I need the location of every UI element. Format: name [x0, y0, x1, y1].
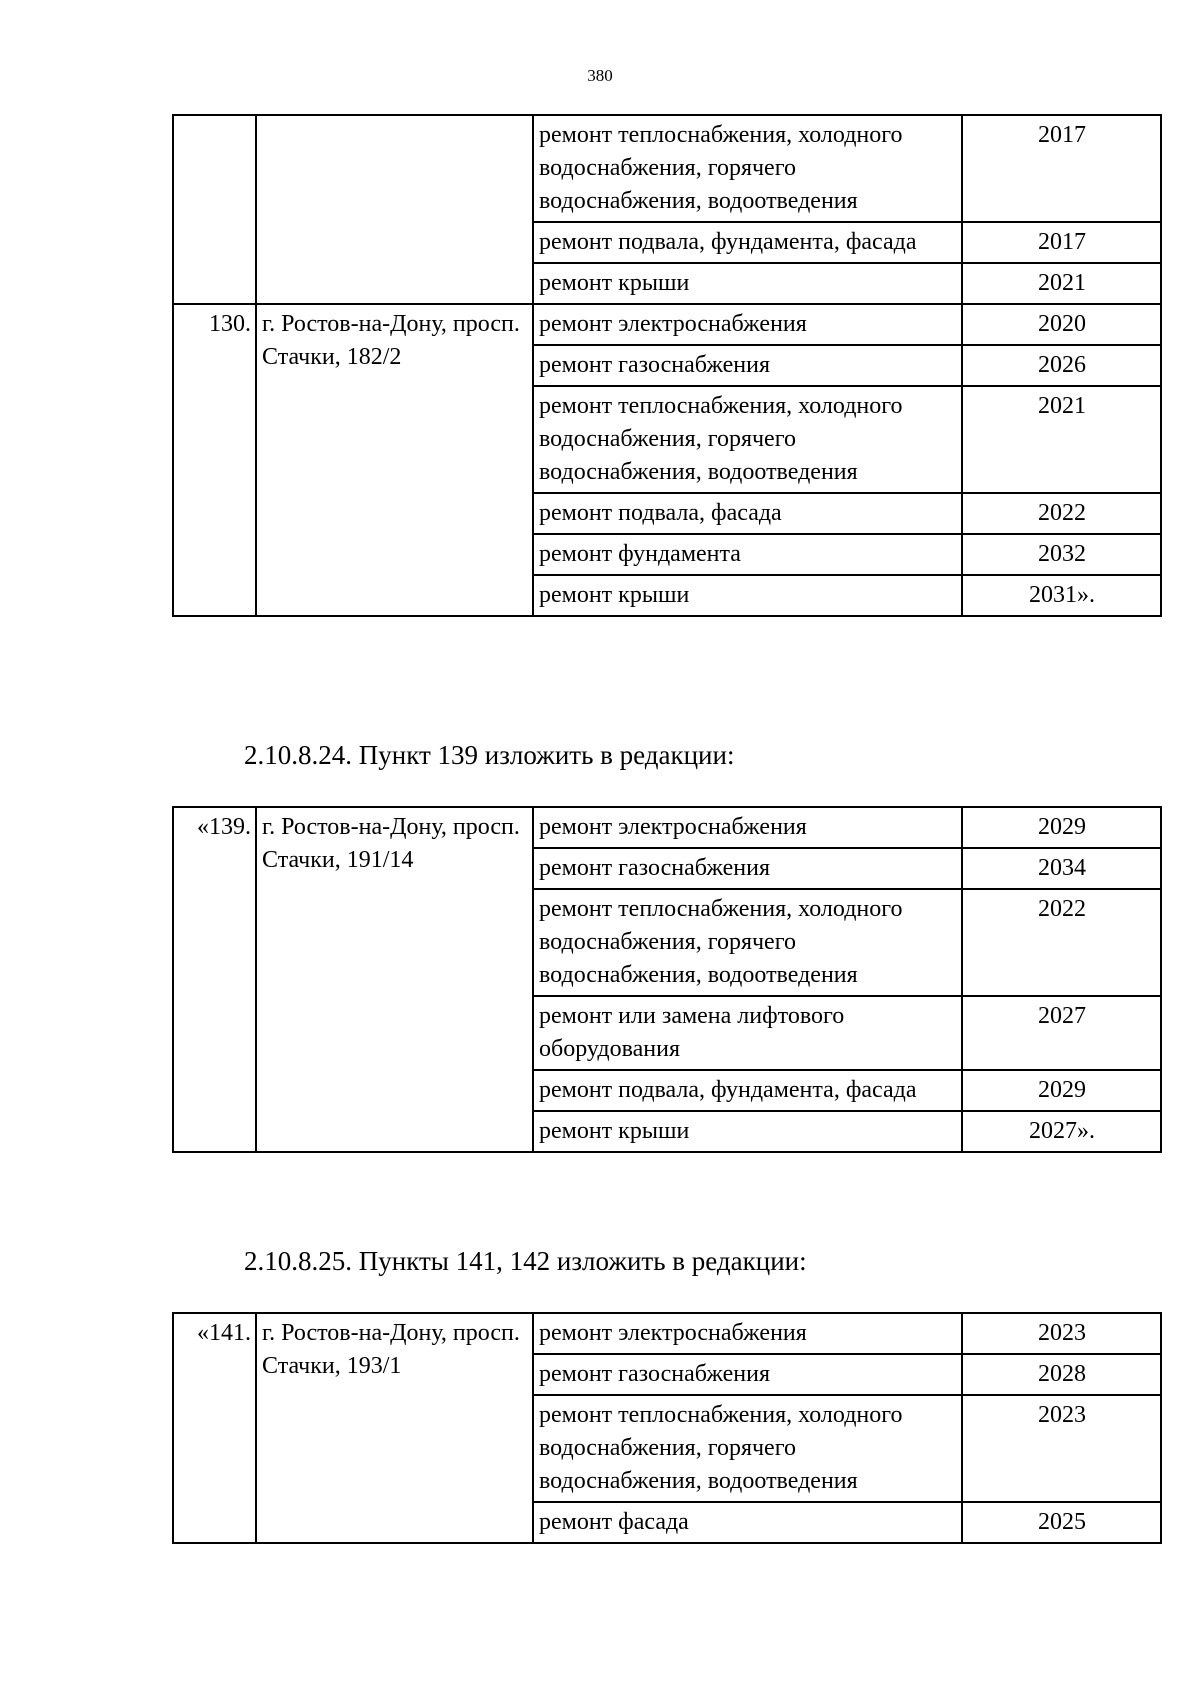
planned-year: 2031».	[962, 575, 1161, 616]
planned-year: 2029	[962, 1070, 1161, 1111]
planned-year: 2023	[962, 1395, 1161, 1502]
item-number: 130.	[173, 304, 256, 616]
building-address: г. Ростов-на-Дону, просп. Стачки, 193/1	[256, 1313, 533, 1543]
planned-year: 2017	[962, 115, 1161, 222]
planned-year: 2021	[962, 386, 1161, 493]
page-number: 380	[587, 66, 613, 85]
work-type: ремонт газоснабжения	[533, 848, 962, 889]
table-row	[173, 807, 1161, 848]
planned-year: 2026	[962, 345, 1161, 386]
planned-year: 2025	[962, 1502, 1161, 1543]
item-number: «139.	[173, 807, 256, 1152]
planned-year: 2017	[962, 222, 1161, 263]
work-type: ремонт теплоснабжения, холодного водоснабжения, горячего водоснабжения, водоотведения	[533, 1395, 962, 1502]
table-row	[173, 304, 1161, 345]
work-type: ремонт теплоснабжения, холодного водоснабжения, горячего водоснабжения, водоотведения	[533, 115, 962, 222]
work-type: ремонт подвала, фасада	[533, 493, 962, 534]
work-type: ремонт крыши	[533, 1111, 962, 1152]
work-type: ремонт подвала, фундамента, фасада	[533, 1070, 962, 1111]
amendment-paragraph-141-142: 2.10.8.25. Пункты 141, 142 изложить в редакции:	[244, 1246, 807, 1276]
building-address: г. Ростов-на-Дону, просп. Стачки, 182/2	[256, 304, 533, 616]
item-number: «141.	[173, 1313, 256, 1543]
work-type: ремонт фасада	[533, 1502, 962, 1543]
amendment-paragraph-139: 2.10.8.24. Пункт 139 изложить в редакции:	[244, 740, 735, 770]
work-type: ремонт крыши	[533, 575, 962, 616]
repair-schedule-table-item-139	[172, 806, 1162, 1153]
work-type: ремонт теплоснабжения, холодного водоснабжения, горячего водоснабжения, водоотведения	[533, 386, 962, 493]
planned-year: 2020	[962, 304, 1161, 345]
work-type: ремонт крыши	[533, 263, 962, 304]
planned-year: 2032	[962, 534, 1161, 575]
repair-schedule-table-item-141	[172, 1312, 1162, 1544]
work-type: ремонт газоснабжения	[533, 1354, 962, 1395]
planned-year: 2023	[962, 1313, 1161, 1354]
work-type: ремонт фундамента	[533, 534, 962, 575]
work-type: ремонт теплоснабжения, холодного водоснабжения, горячего водоснабжения, водоотведения	[533, 889, 962, 996]
work-type: ремонт электроснабжения	[533, 304, 962, 345]
item-number	[173, 115, 256, 304]
planned-year: 2028	[962, 1354, 1161, 1395]
work-type: ремонт электроснабжения	[533, 1313, 962, 1354]
planned-year: 2021	[962, 263, 1161, 304]
repair-schedule-table-continued	[172, 114, 1162, 617]
planned-year: 2034	[962, 848, 1161, 889]
work-type: ремонт газоснабжения	[533, 345, 962, 386]
work-type: ремонт подвала, фундамента, фасада	[533, 222, 962, 263]
planned-year: 2022	[962, 493, 1161, 534]
work-type: ремонт электроснабжения	[533, 807, 962, 848]
work-type: ремонт или замена лифтового оборудования	[533, 996, 962, 1070]
planned-year: 2027	[962, 996, 1161, 1070]
table-row	[173, 115, 1161, 222]
planned-year: 2022	[962, 889, 1161, 996]
table-row	[173, 1313, 1161, 1354]
planned-year: 2027».	[962, 1111, 1161, 1152]
planned-year: 2029	[962, 807, 1161, 848]
building-address	[256, 115, 533, 304]
building-address: г. Ростов-на-Дону, просп. Стачки, 191/14	[256, 807, 533, 1152]
